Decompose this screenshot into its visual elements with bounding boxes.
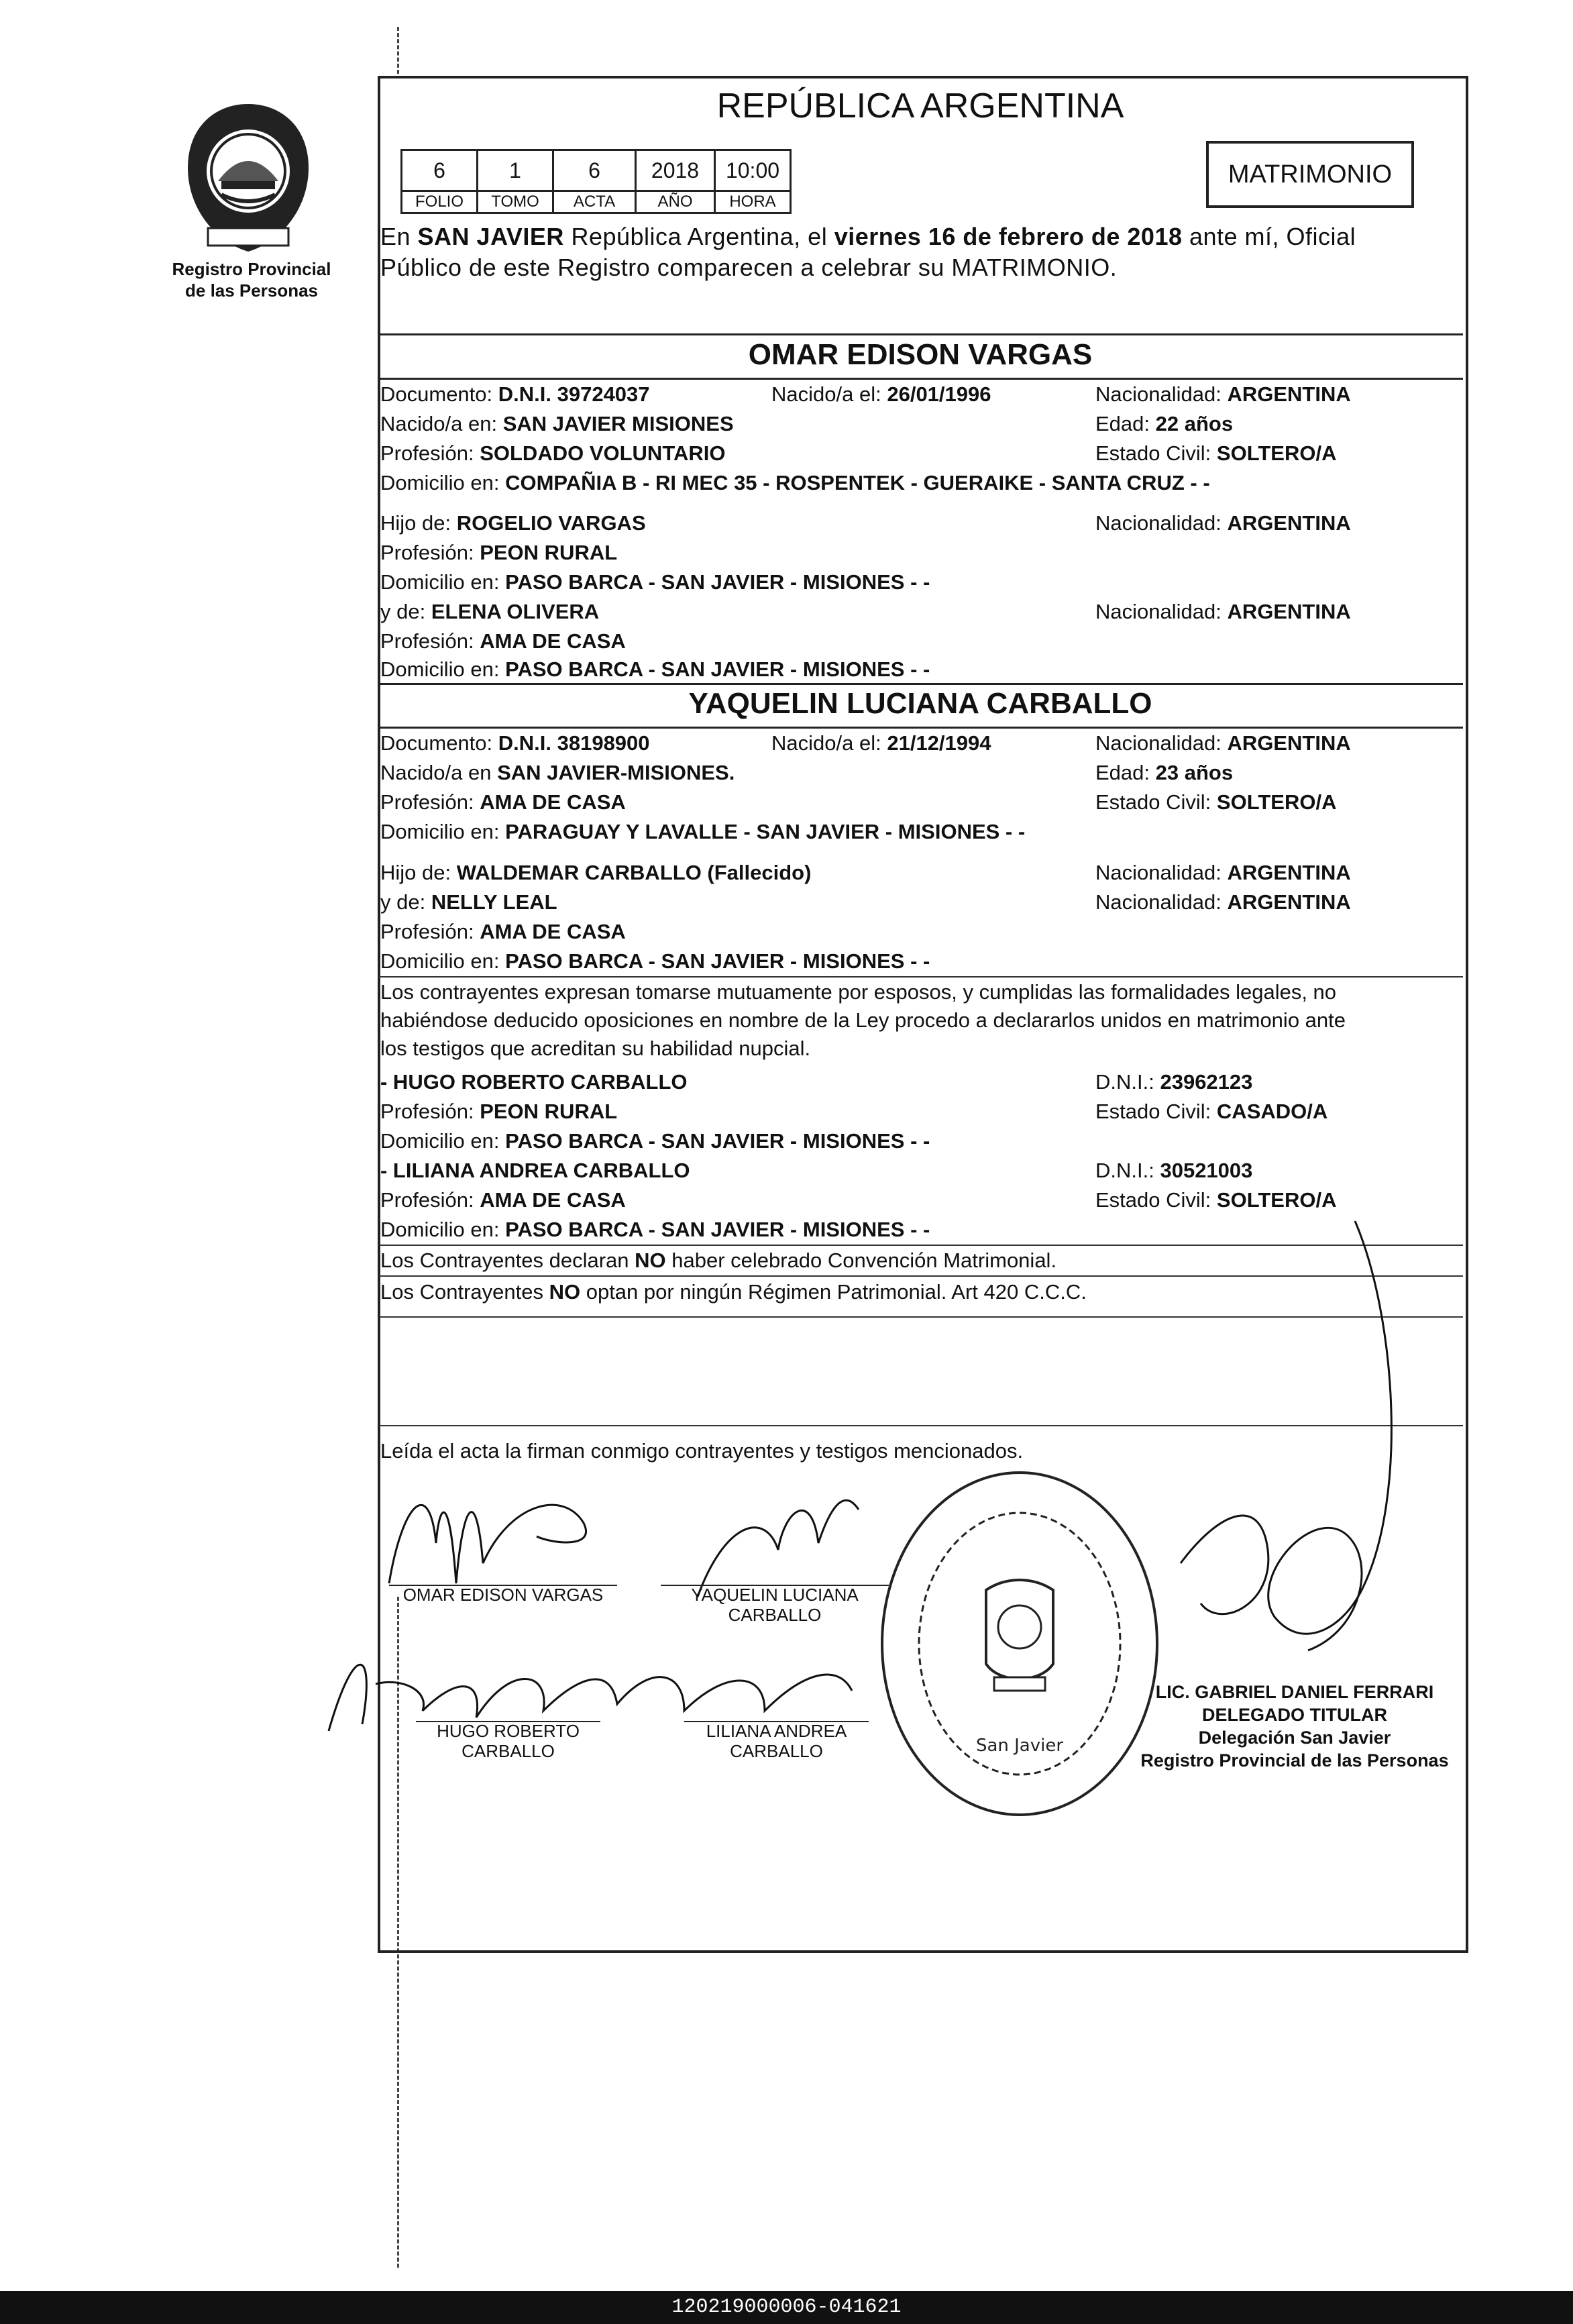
spouse2-mother-row	[380, 889, 557, 916]
official-registry: Registro Provincial de las Personas	[1140, 1750, 1449, 1771]
witness1-profession: PEON RURAL	[480, 1100, 618, 1123]
spouse2-born-row	[771, 730, 991, 757]
official-title: DELEGADO TITULAR	[1202, 1705, 1387, 1725]
spouse2-name: YAQUELIN LUCIANA CARBALLO	[688, 687, 1152, 720]
spouse2-civil-status: SOLTERO/A	[1216, 790, 1337, 814]
registry-caption-line1: Registro Provincial	[172, 259, 331, 279]
declaration-line: los testigos que acreditan su habilidad nupcial.	[380, 1037, 811, 1060]
divider	[379, 333, 1463, 335]
signature-yaquelin-icon	[684, 1469, 885, 1603]
official-seal-icon	[872, 1463, 1167, 1825]
spouse1-doc-row	[380, 381, 650, 408]
label: D.N.I.:	[1095, 1070, 1154, 1094]
footer-code: 120219000006-041621	[0, 2291, 1573, 2324]
spouse1-mother-nationality: ARGENTINA	[1227, 600, 1351, 623]
spouse2-doc-row	[380, 730, 650, 757]
label: Profesión:	[380, 790, 474, 814]
label: D.N.I.:	[1095, 1159, 1154, 1182]
note-no: NO	[549, 1280, 581, 1304]
page-title: REPÚBLICA ARGENTINA	[716, 87, 1124, 125]
witness2-civil-status: SOLTERO/A	[1216, 1188, 1337, 1212]
label: Documento:	[380, 382, 493, 406]
spouse2-age-row	[1095, 759, 1233, 786]
label: Nacionalidad:	[1095, 382, 1222, 406]
label: Estado Civil:	[1095, 1100, 1211, 1123]
spouse1-mother-profession: AMA DE CASA	[480, 629, 626, 653]
label: Profesión:	[380, 629, 474, 653]
spouse2-birthplace: SAN JAVIER-MISIONES.	[497, 761, 735, 784]
convention-note	[380, 1247, 1056, 1274]
caption-line: YAQUELIN LUCIANA	[691, 1585, 859, 1605]
spouse2-dni: D.N.I. 38198900	[498, 731, 650, 755]
spouse2-mother-prof-row	[380, 918, 626, 945]
caption-line: CARBALLO	[462, 1741, 555, 1761]
spouse1-dni: D.N.I. 39724037	[498, 382, 650, 406]
official-office: Delegación San Javier	[1198, 1728, 1391, 1748]
spouse1-mother-prof-row	[380, 628, 626, 655]
intro-line2: Público de este Registro comparecen a celebrar su MATRIMONIO.	[380, 254, 1118, 281]
spouse1-father-dom-row	[380, 569, 930, 596]
tomo-value: 1	[478, 150, 553, 191]
spouse1-birthdate: 26/01/1996	[887, 382, 991, 406]
label: Hijo de:	[380, 511, 451, 535]
spouse2-civil-row	[1095, 789, 1336, 816]
spouse2-father-name: WALDEMAR CARBALLO (Fallecido)	[456, 861, 812, 884]
spouse2-prof-row	[380, 789, 626, 816]
witness2-name-row	[380, 1157, 690, 1184]
declaration-line: habiéndose deducido oposiciones en nombre de la Ley procedo a declararlos unidos en matrimonio ante	[380, 1008, 1346, 1032]
label: Domicilio en:	[380, 1129, 500, 1153]
tomo-label: TOMO	[478, 191, 553, 213]
spouse1-name: OMAR EDISON VARGAS	[748, 338, 1093, 371]
spouse1-father-profession: PEON RURAL	[480, 541, 618, 564]
intro-text: En	[380, 223, 418, 250]
spouse2-mother-profession: AMA DE CASA	[480, 920, 626, 943]
label: Nacionalidad:	[1095, 731, 1222, 755]
spouse1-address: COMPAÑIA B - RI MEC 35 - ROSPENTEK - GUERAIKE - SANTA CRUZ - -	[505, 471, 1210, 494]
spouse1-civil-row	[1095, 440, 1336, 467]
spouse1-dom-row	[380, 470, 1210, 496]
acta-label: ACTA	[553, 191, 636, 213]
label: y de:	[380, 890, 426, 914]
intro-text: República Argentina, el	[563, 223, 834, 250]
caption-line: LILIANA ANDREA	[706, 1721, 847, 1741]
label: Nacionalidad:	[1095, 511, 1222, 535]
spouse1-born-row	[771, 381, 991, 408]
signature-caption-omar: OMAR EDISON VARGAS	[402, 1585, 604, 1605]
spouse1-profession: SOLDADO VOLUNTARIO	[480, 441, 726, 465]
label: Estado Civil:	[1095, 441, 1211, 465]
signature-caption-liliana	[684, 1721, 869, 1761]
intro-place: SAN JAVIER	[417, 223, 564, 250]
note-text: optan por ningún Régimen Patrimonial. Art 420 C.C.C.	[580, 1280, 1087, 1304]
witness1-prof-row	[380, 1098, 617, 1125]
signature-omar-icon	[376, 1463, 657, 1597]
signature-official-icon	[1140, 1214, 1435, 1684]
note-no: NO	[635, 1249, 666, 1272]
spouse2-age: 23 años	[1155, 761, 1234, 784]
spouse1-place-row	[380, 411, 734, 437]
note-text: haber celebrado Convención Matrimonial.	[665, 1249, 1057, 1272]
spouse1-mother-name: ELENA OLIVERA	[431, 600, 600, 623]
label: Profesión:	[380, 920, 474, 943]
witness2-dni-row	[1095, 1157, 1252, 1184]
note-text: Los Contrayentes declaran	[380, 1249, 635, 1272]
label: Domicilio en:	[380, 570, 500, 594]
label: Profesión:	[380, 1188, 474, 1212]
spouse1-nationality: ARGENTINA	[1227, 382, 1351, 406]
spouse2-mother-nationality: ARGENTINA	[1227, 890, 1351, 914]
spouse1-father-address: PASO BARCA - SAN JAVIER - MISIONES - -	[505, 570, 930, 594]
spouse2-mother-name: NELLY LEAL	[431, 890, 557, 914]
folio-label: FOLIO	[402, 191, 478, 213]
divider	[379, 727, 1463, 729]
label: Nacido/a en	[380, 761, 492, 784]
label: Profesión:	[380, 1100, 474, 1123]
spouse1-mother-address: PASO BARCA - SAN JAVIER - MISIONES - -	[505, 657, 930, 681]
folio-value: 6	[402, 150, 478, 191]
official-stamp	[1134, 1681, 1456, 1772]
intro-text: ante mí, Oficial	[1182, 223, 1356, 250]
witness1-address: PASO BARCA - SAN JAVIER - MISIONES - -	[505, 1129, 930, 1153]
spouse2-mother-dom-row	[380, 948, 930, 975]
signature-caption-yaquelin	[667, 1585, 882, 1625]
witness1-dni-row	[1095, 1069, 1252, 1096]
witness1-name: - HUGO ROBERTO CARBALLO	[380, 1070, 688, 1094]
spouse2-father-nat-row	[1095, 859, 1351, 886]
spouse2-dom-row	[380, 818, 1025, 845]
witness1-civil-row	[1095, 1098, 1327, 1125]
divider	[379, 976, 1463, 978]
witness2-name: - LILIANA ANDREA CARBALLO	[380, 1159, 690, 1182]
ano-label: AÑO	[636, 191, 715, 213]
spouse1-prof-row	[380, 440, 725, 467]
spouse1-father-name: ROGELIO VARGAS	[456, 511, 646, 535]
label: Profesión:	[380, 541, 474, 564]
spouse2-father-row	[380, 859, 811, 886]
signature-caption-hugo	[416, 1721, 600, 1761]
label: y de:	[380, 600, 426, 623]
hora-value: 10:00	[715, 150, 791, 191]
label: Domicilio en:	[380, 471, 500, 494]
spouse2-profession: AMA DE CASA	[480, 790, 626, 814]
label: Nacido/a el:	[771, 731, 881, 755]
spouse2-address: PARAGUAY Y LAVALLE - SAN JAVIER - MISIONES - -	[505, 820, 1026, 843]
label: Domicilio en:	[380, 1218, 500, 1241]
spouse1-father-nat-row	[1095, 510, 1351, 537]
spouse1-father-nationality: ARGENTINA	[1227, 511, 1351, 535]
divider	[379, 683, 1463, 685]
spouse2-father-nationality: ARGENTINA	[1227, 861, 1351, 884]
label: Profesión:	[380, 441, 474, 465]
ano-value: 2018	[636, 150, 715, 191]
witness2-address: PASO BARCA - SAN JAVIER - MISIONES - -	[505, 1218, 930, 1241]
spouse1-mother-row	[380, 598, 599, 625]
label: Nacionalidad:	[1095, 861, 1222, 884]
intro-date: viernes 16 de febrero de 2018	[834, 223, 1183, 250]
registry-caption	[141, 258, 362, 301]
cut-line	[397, 27, 399, 74]
record-type-box: MATRIMONIO	[1206, 141, 1414, 208]
witness2-prof-row	[380, 1187, 626, 1214]
hora-label: HORA	[715, 191, 791, 213]
caption-line: CARBALLO	[728, 1605, 822, 1625]
note-text: Los Contrayentes	[380, 1280, 549, 1304]
spouse1-mother-nat-row	[1095, 598, 1351, 625]
spouse1-mother-dom-row	[380, 656, 930, 683]
spouse2-nat-row	[1095, 730, 1351, 757]
intro-paragraph	[380, 221, 1460, 283]
spouse2-birthdate: 21/12/1994	[887, 731, 991, 755]
spouse1-age: 22 años	[1155, 412, 1234, 435]
label: Estado Civil:	[1095, 790, 1211, 814]
label: Edad:	[1095, 412, 1150, 435]
spouse1-nat-row	[1095, 381, 1351, 408]
witness2-profession: AMA DE CASA	[480, 1188, 626, 1212]
label: Nacionalidad:	[1095, 600, 1222, 623]
official-name: LIC. GABRIEL DANIEL FERRARI	[1155, 1682, 1434, 1702]
spouse2-place-row	[380, 759, 735, 786]
registry-caption-line2: de las Personas	[185, 280, 318, 301]
witness2-dom-row	[380, 1216, 930, 1243]
spouse2-mother-address: PASO BARCA - SAN JAVIER - MISIONES - -	[505, 949, 930, 973]
label: Domicilio en:	[380, 657, 500, 681]
witness1-name-row	[380, 1069, 688, 1096]
label: Nacido/a en:	[380, 412, 498, 435]
witness1-dom-row	[380, 1128, 930, 1155]
spouse1-father-prof-row	[380, 539, 617, 566]
spouse1-birthplace: SAN JAVIER MISIONES	[502, 412, 734, 435]
regime-note	[380, 1279, 1087, 1306]
seal-city: San Javier	[975, 1736, 1064, 1756]
spouse1-father-row	[380, 510, 646, 537]
provincia-misiones-emblem-icon	[181, 101, 315, 255]
label: Domicilio en:	[380, 820, 500, 843]
label: Nacido/a el:	[771, 382, 881, 406]
spouse2-nationality: ARGENTINA	[1227, 731, 1351, 755]
acta-value: 6	[553, 150, 636, 191]
record-grid	[400, 149, 792, 214]
witness2-dni: 30521003	[1160, 1159, 1253, 1182]
spouse1-civil-status: SOLTERO/A	[1216, 441, 1337, 465]
label: Documento:	[380, 731, 493, 755]
spouse1-age-row	[1095, 411, 1233, 437]
caption-line: CARBALLO	[730, 1741, 823, 1761]
divider	[379, 378, 1463, 380]
label: Estado Civil:	[1095, 1188, 1211, 1212]
closing-text: Leída el acta la firman conmigo contrayentes y testigos mencionados.	[380, 1439, 1024, 1463]
label: Edad:	[1095, 761, 1150, 784]
label: Nacionalidad:	[1095, 890, 1222, 914]
spouse2-mother-nat-row	[1095, 889, 1351, 916]
witness1-dni: 23962123	[1160, 1070, 1253, 1094]
caption-line: HUGO ROBERTO	[437, 1721, 580, 1741]
label: Hijo de:	[380, 861, 451, 884]
declaration-paragraph	[380, 978, 1460, 1063]
declaration-line: Los contrayentes expresan tomarse mutuamente por esposos, y cumplidas las formalidades legales, no	[380, 980, 1337, 1004]
witness2-civil-row	[1095, 1187, 1336, 1214]
witness1-civil-status: CASADO/A	[1216, 1100, 1328, 1123]
label: Domicilio en:	[380, 949, 500, 973]
